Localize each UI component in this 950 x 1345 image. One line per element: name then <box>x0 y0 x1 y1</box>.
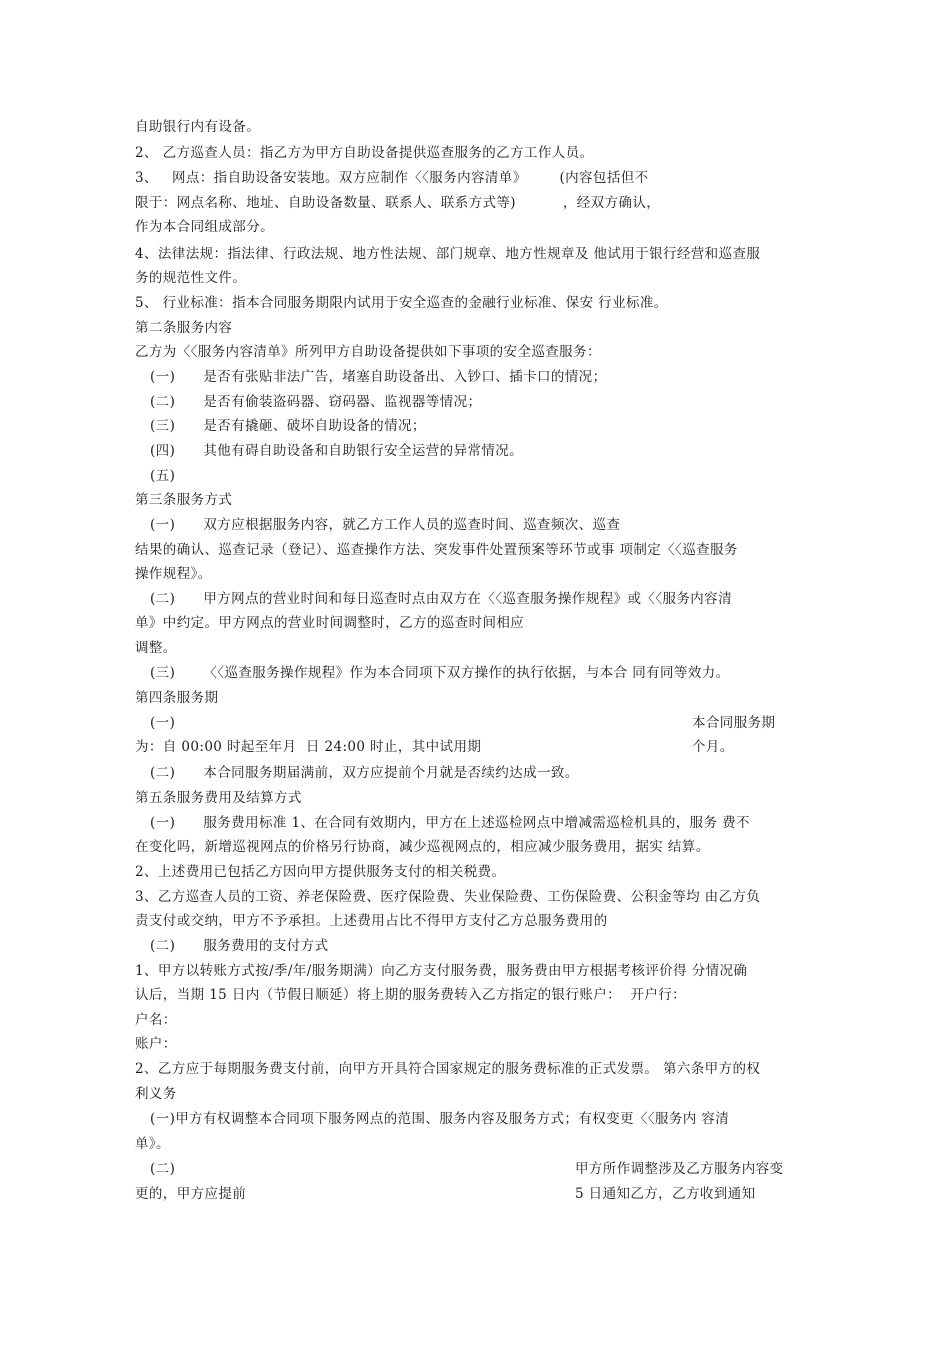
text-line: 户名： <box>135 1012 177 1028</box>
text-line: 更的，甲方应提前 <box>135 1186 247 1202</box>
section-heading: 第四条服务期 <box>135 690 219 706</box>
text-line: 利义务 <box>135 1086 177 1102</box>
list-item: (一) 双方应根据服务内容，就乙方工作人员的巡查时间、巡查频次、巡查 <box>150 517 621 533</box>
list-item: (二) 本合同服务期届满前，双方应提前个月就是否续约达成一致。 <box>150 765 579 781</box>
text-line: 账户： <box>135 1036 177 1052</box>
text-line: 自助银行内有设备。 <box>135 119 261 135</box>
text-line: 责支付或交纳，甲方不予承担。上述费用占比不得甲方支付乙方总服务费用的 <box>135 913 608 929</box>
list-item: (一)甲方有权调整本合同项下服务网点的范围、服务内容及服务方式；有权变更〈〈服务内 容清 <box>150 1111 730 1127</box>
text-line: 结果的确认、巡查记录（登记）、巡查操作方法、突发事件处置预案等环节或事 项制定〈〈巡查服务 <box>135 542 738 558</box>
list-item: (二) <box>150 1161 176 1177</box>
text-line: 5 日通知乙方，乙方收到通知 <box>575 1186 756 1202</box>
text-line: 调整。 <box>135 640 177 656</box>
text-line: 甲方所作调整涉及乙方服务内容变 <box>575 1161 784 1177</box>
list-item: (二) 服务费用的支付方式 <box>150 938 329 954</box>
list-item: (二) 甲方网点的营业时间和每日巡查时点由双方在〈〈巡查服务操作规程》或〈〈服务内容清 <box>150 591 732 607</box>
text-line: 操作规程》。 <box>135 566 212 582</box>
section-heading: 第二条服务内容 <box>135 320 233 336</box>
text-line: 在变化吗，新增巡视网点的价格另行协商，减少巡视网点的，相应减少服务费用，据实 结算。 <box>135 839 710 855</box>
list-item: (一) 服务费用标准 1、在合同有效期内，甲方在上述巡检网点中增减需巡检机具的，服务 费不 <box>150 815 750 831</box>
text-line: 1、甲方以转账方式按/季/年/服务期满）向乙方支付服务费，服务费由甲方根据考核评价得 分情况确 <box>135 963 748 979</box>
text-line: 2、乙方应于每期服务费支付前，向甲方开具符合国家规定的服务费标准的正式发票。 第六条甲方的权 <box>135 1061 761 1077</box>
list-item: (四) 其他有碍自助设备和自助银行安全运营的异常情况。 <box>150 443 524 459</box>
text-line: 作为本合同组成部分。 <box>135 219 274 235</box>
list-item: (一) 是否有张贴非法广告，堵塞自助设备出、入钞口、插卡口的情况； <box>150 369 607 385</box>
text-line: 限于：网点名称、地址、自助设备数量、联系人、联系方式等) ，经双方确认， <box>135 195 661 211</box>
section-heading: 第三条服务方式 <box>135 492 233 508</box>
section-heading: 第五条服务费用及结算方式 <box>135 790 302 806</box>
text-line: 本合同服务期 <box>692 715 776 731</box>
text-line: 个月。 <box>692 739 734 755</box>
text-line: 2、上述费用已包括乙方因向甲方提供服务支付的相关税费。 <box>135 864 506 880</box>
text-line: 3、乙方巡查人员的工资、养老保险费、医疗保险费、失业保险费、工伤保险费、公积金等均 由乙方负 <box>135 889 761 905</box>
text-line: 2、 乙方巡查人员：指乙方为甲方自助设备提供巡查服务的乙方工作人员。 <box>135 145 594 161</box>
text-line: 为：自 00:00 时起至年月 日 24:00 时止，其中试用期 <box>135 739 482 755</box>
list-item: (一) <box>150 715 176 731</box>
text-line: 认后，当期 15 日内（节假日顺延）将上期的服务费转入乙方指定的银行账户： 开户行： <box>135 987 687 1003</box>
text-line: 单》中约定。甲方网点的营业时间调整时，乙方的巡查时间相应 <box>135 615 525 631</box>
list-item: (五) <box>150 468 176 484</box>
text-line: 务的规范性文件。 <box>135 270 247 286</box>
text-line: 3、 网点：指自助设备安装地。双方应制作〈〈服务内容清单》 (内容包括但不 <box>135 170 649 186</box>
list-item: (二) 是否有偷装盗码器、窃码器、监视器等情况； <box>150 394 482 410</box>
text-line: 单》。 <box>135 1136 170 1152</box>
text-line: 乙方为〈〈服务内容清单》所列甲方自助设备提供如下事项的安全巡查服务： <box>135 344 601 360</box>
list-item: (三) 是否有撬砸、破坏自助设备的情况； <box>150 418 426 434</box>
text-line: 4、法律法规：指法律、行政法规、地方性法规、部门规章、地方性规章及 他试用于银行经营和巡查服 <box>135 246 761 262</box>
text-line: 5、 行业标准：指本合同服务期限内试用于安全巡查的金融行业标准、保安 行业标准。 <box>135 295 668 311</box>
list-item: (三) 〈〈巡查服务操作规程》作为本合同项下双方操作的执行依据，与本合 同有同等效力。 <box>150 665 730 681</box>
